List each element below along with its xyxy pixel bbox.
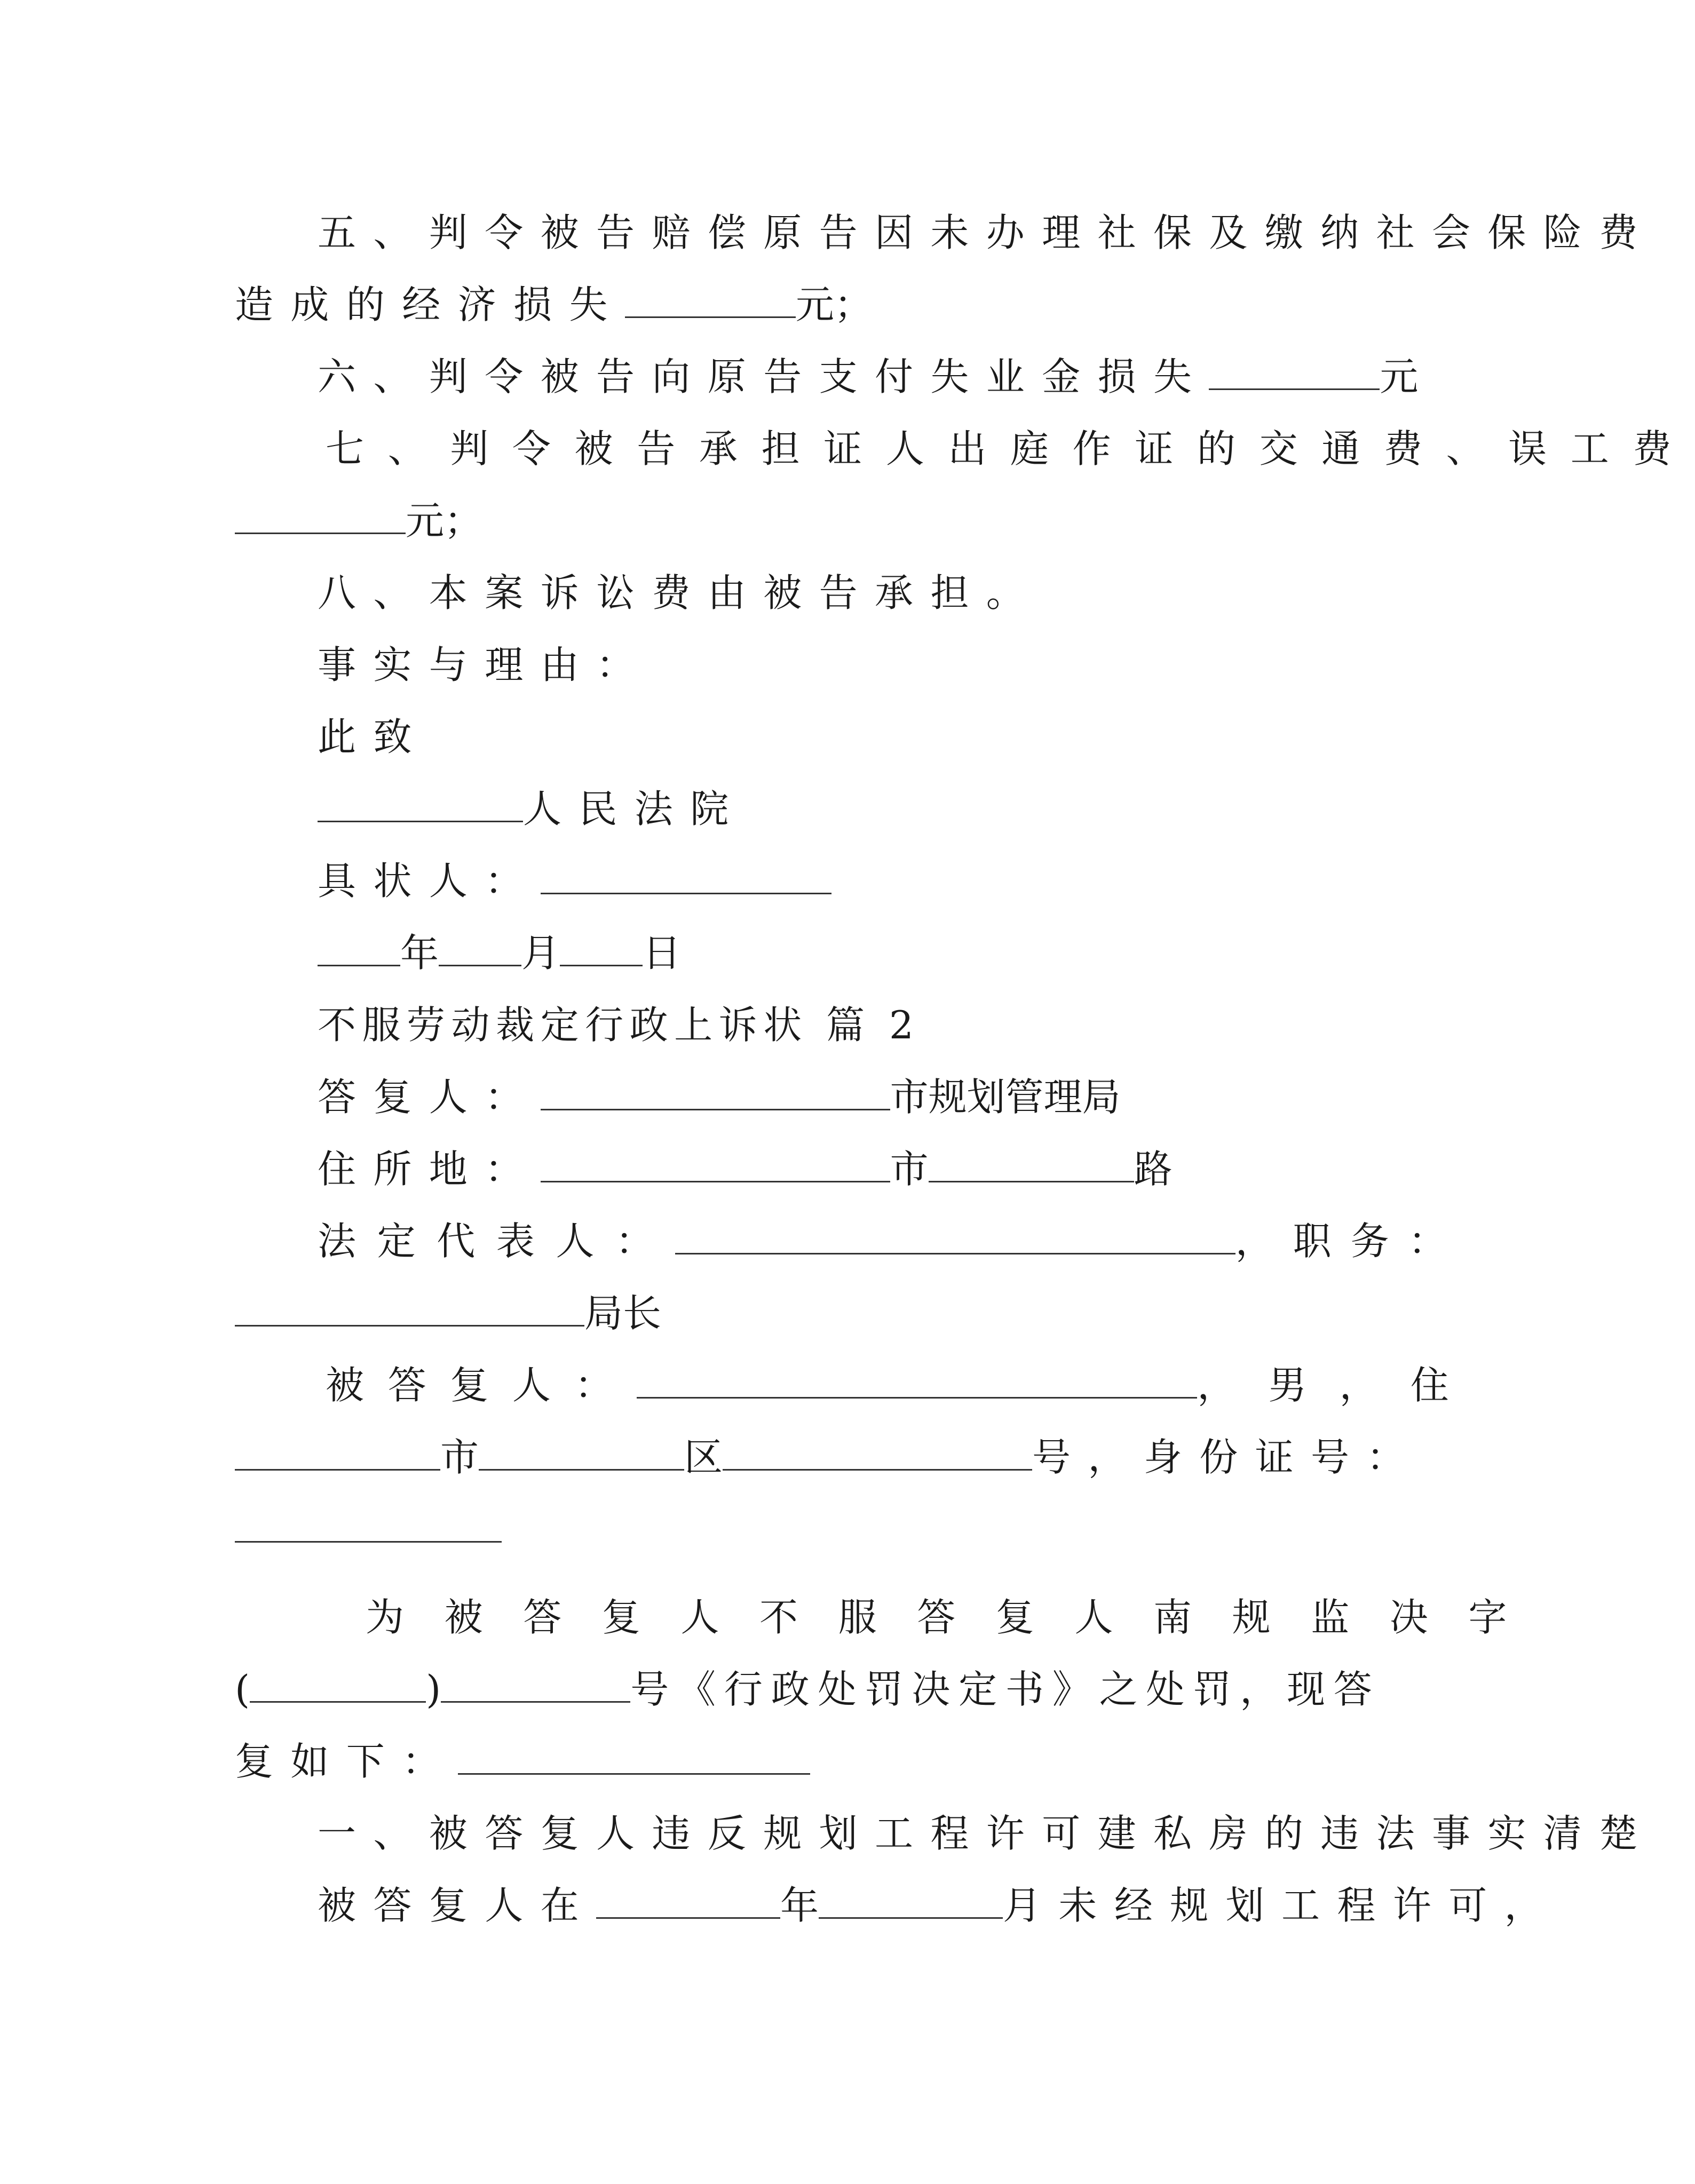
text-unit: 元； [795, 282, 873, 327]
paragraph-item-7-cont [235, 498, 483, 543]
blank-field [560, 934, 643, 966]
decision-line [235, 1667, 1381, 1712]
residence-line [235, 1435, 1422, 1480]
id-blank-line [235, 1510, 502, 1548]
text-district: 区 [684, 1435, 723, 1480]
text-section-title: 不服劳动裁定行政上诉状 篇 2 [318, 1003, 920, 1047]
text-close-paren: ) [426, 1667, 441, 1712]
paragraph-item-5 [318, 210, 1655, 255]
blank-field [819, 1886, 1003, 1919]
text-position-label: ，职务： [1235, 1219, 1466, 1264]
text-reply-intro: 为被答复人不服答复人南规监决字 [366, 1595, 1548, 1640]
text-item-5: 五、判令被告赔偿原告因未办理社保及缴纳社会保险费 [318, 210, 1655, 255]
plaintiff-signature-line [318, 859, 831, 903]
text-facts: 事实与理由： [318, 642, 652, 687]
text-city: 市 [890, 1147, 929, 1192]
text-point-one: 一、被答复人违反规划工程许可建私房的违法事实清楚 [318, 1811, 1655, 1856]
text-court: 人民法院 [523, 787, 746, 831]
text-address-label: 住所地： [318, 1147, 541, 1192]
respondent-line [318, 1075, 1121, 1119]
reply-line [235, 1739, 810, 1784]
blank-field [318, 934, 400, 966]
text-unit: 元； [406, 498, 483, 543]
blank-field [541, 862, 831, 894]
text-item-7: 七、判令被告承担证人出庭作证的交通费、误工费 [326, 426, 1695, 471]
text-legal-rep-label: 法定代表人： [318, 1219, 675, 1264]
text-item-6: 六、判令被告向原告支付失业金损失 [318, 354, 1209, 399]
text-position: 局长 [584, 1291, 662, 1336]
text-city: 市 [440, 1435, 479, 1480]
date-line [318, 931, 682, 975]
blank-field [235, 1294, 584, 1327]
blank-field [929, 1150, 1134, 1182]
address-line [318, 1147, 1173, 1192]
blank-field [637, 1366, 1197, 1399]
blank-field [723, 1438, 1032, 1471]
blank-field [1209, 358, 1380, 390]
paragraph-item-5-cont [235, 282, 873, 327]
blank-field [541, 1078, 890, 1110]
text-reply: 复如下： [235, 1739, 458, 1784]
blank-field [235, 502, 406, 534]
blank-field [675, 1222, 1235, 1254]
blank-field [479, 1438, 684, 1471]
point-one-body [318, 1883, 1561, 1928]
blank-field [235, 1438, 440, 1471]
blank-field [235, 1510, 502, 1543]
text-signer-label: 具状人： [318, 859, 541, 903]
text-gender-residence: ，男，住 [1197, 1363, 1482, 1408]
text-no-permit: 月未经规划工程许可， [1003, 1883, 1561, 1928]
applicant-line [326, 1363, 1482, 1408]
section-title [318, 1003, 920, 1047]
legal-rep-line [318, 1219, 1466, 1264]
blank-field [439, 934, 521, 966]
text-applicant-label: 被答复人： [326, 1363, 637, 1408]
text-decision: 号《行政处罚决定书》之处罚，现答 [630, 1667, 1381, 1712]
blank-field [625, 285, 796, 318]
reply-paragraph [366, 1595, 1548, 1640]
text-unit: 元 [1380, 354, 1419, 399]
text-year: 年 [400, 931, 439, 975]
text-salutation: 此致 [318, 714, 429, 759]
text-respondent-label: 答复人： [318, 1075, 541, 1119]
salutation [318, 714, 429, 759]
blank-field [541, 1150, 890, 1182]
blank-field [318, 790, 523, 822]
blank-field [596, 1886, 780, 1919]
paragraph-item-8 [318, 570, 1042, 615]
facts-heading [318, 642, 652, 687]
blank-field [458, 1742, 810, 1775]
text-road: 路 [1134, 1147, 1173, 1192]
text-bureau: 市规划管理局 [890, 1075, 1121, 1119]
text-item-8: 八、本案诉讼费由被告承担。 [318, 570, 1042, 615]
text-id-label: 号，身份证号： [1032, 1435, 1422, 1480]
blank-field [441, 1670, 630, 1703]
text-year: 年 [780, 1883, 819, 1928]
paragraph-item-7 [326, 426, 1695, 471]
court-line [318, 787, 746, 831]
text-month: 月 [521, 931, 560, 975]
text-loss-label: 造成的经济损失 [235, 282, 625, 327]
point-one-heading [318, 1811, 1655, 1856]
text-open-paren: ( [235, 1667, 250, 1712]
position-line [235, 1291, 662, 1336]
text-applicant-in: 被答复人在 [318, 1883, 597, 1928]
paragraph-item-6 [318, 354, 1419, 399]
blank-field [250, 1670, 426, 1703]
text-day: 日 [643, 931, 682, 975]
